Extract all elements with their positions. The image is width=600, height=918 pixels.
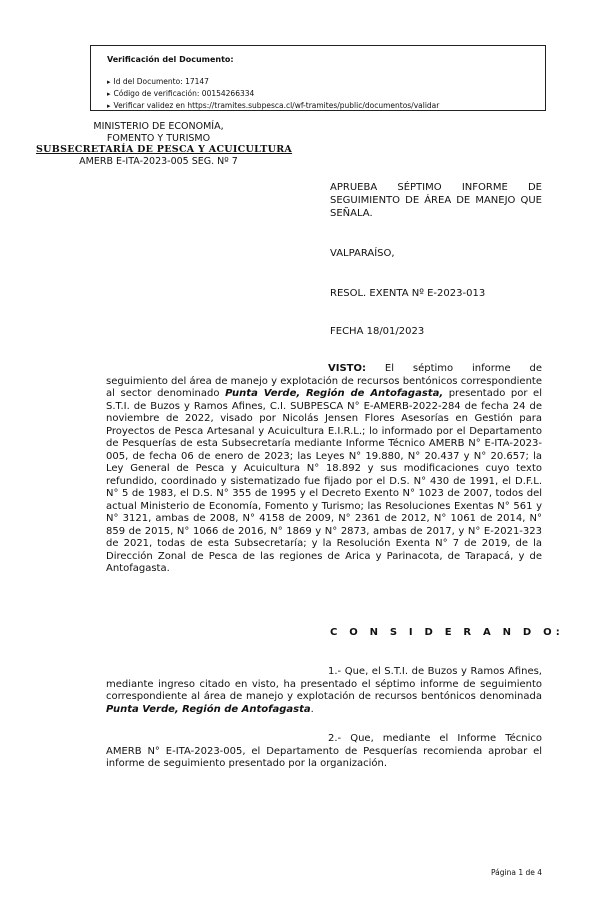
visto-text-1: El séptimo informe de seguimiento del área de manejo y explotación de recursos bentónicos correspondiente al sector denominado (106, 363, 542, 399)
visto-area-name: Punta Verde, Región de Antofagasta, (225, 388, 444, 399)
item1-area-name: Punta Verde, Región de Antofagasta (106, 703, 311, 715)
ministry-line2: FOMENTO Y TURISMO (106, 132, 211, 144)
subsecretaria-title: SUBSECRETARÍA DE PESCA Y ACUICULTURA (36, 144, 293, 155)
ministry-header (36, 121, 293, 167)
item1-end: . (310, 703, 314, 715)
considerando-item-1 (106, 666, 542, 716)
item1-text: 1.- Que, el S.T.I. de Buzos y Ramos Afines, mediante ingreso citado en visto, ha presentado el séptimo informe de seguimiento correspondiente al área de manejo y explotación de recursos bentónicos denominada (106, 666, 542, 702)
reference-number: AMERB E-ITA-2023-005 SEG. Nº 7 (79, 155, 238, 167)
item2-text: 2.- Que, mediante el Informe Técnico AMERB N° E-ITA-2023-005, el Departamento de Pesquerías recomienda aprobar el informe de seguimiento presentado por la organización. (106, 733, 542, 769)
visto-text-2: presentado por el S.T.I. de Buzos y Ramos Afines, C.I. SUBPESCA N° E-AMERB-2022-284 de fecha 24 de noviembre de 2022, visado por Nicolás Jensen Flores Asesorías en Gestión para Proyectos de Pesca Artesanal y Acuicultura E.I.R.L.; lo informado por el Departamento de Pesquerías de esta Subsecretaría mediante Informe Técnico AMERB N° E-ITA-2023-005, de fecha 06 de enero de 2023; las Leyes N° 19.880, N° 20.437 y N° 20.657; la Ley General de Pesca y Acuicultura N° 18.892 y sus modificaciones cuyo texto refundido, coordinado y sistematizado fue fijado por el D.S. N° 430 de 1991, el D.F.L. N° 5 de 1983, el D.S. N° 355 de 1995 y el Decreto Exento N° 1023 de 2007, todos del actual Ministerio de Economía, Fomento y Turismo; las Resoluciones Exentas N° 561 y N° 3121, ambas de 2008, N° 4158 de 2009, N° 2361 de 2012, N° 1061 de 2014, N° 859 de 2015, N° 1066 de 2016, N° 1869 y N° 2873, ambas de 2017, y N° E-2021-323 de 2021, todas de esta Subsecretaría; y la Resolución Exenta N° 7 de 2019, de la Dirección Zonal de Pesca de las regiones de Arica y Parinacota, de Tarapacá, y de Antofagasta. (106, 388, 542, 574)
visto-paragraph (106, 363, 542, 576)
verification-item-id: ▸ Id del Documento: 17147 (107, 76, 439, 88)
verification-title: Verificación del Documento: (107, 55, 234, 64)
verification-item-code: ▸ Código de verificación: 00154266334 (107, 88, 439, 100)
resolution-summary: APRUEBA SÉPTIMO INFORME DE SEGUIMIENTO DE ÁREA DE MANEJO QUE SEÑALA. (330, 182, 542, 219)
resolution-date: FECHA 18/01/2023 (330, 326, 425, 337)
verification-box (90, 45, 546, 111)
place: VALPARAÍSO, (330, 248, 395, 259)
considerando-heading: C O N S I D E R A N D O: (330, 627, 564, 638)
ministry-line1: MINISTERIO DE ECONOMÍA, (93, 121, 224, 132)
resolution-number: RESOL. EXENTA Nº E-2023-013 (330, 288, 486, 299)
verification-item-url[interactable]: ▸ Verificar validez en https://tramites.subpesca.cl/wf-tramites/public/documentos/validar (107, 100, 439, 112)
verification-list (107, 76, 439, 112)
page-number: Página 1 de 4 (490, 868, 542, 877)
visto-label: VISTO: (328, 363, 366, 374)
considerando-item-2 (106, 733, 542, 771)
